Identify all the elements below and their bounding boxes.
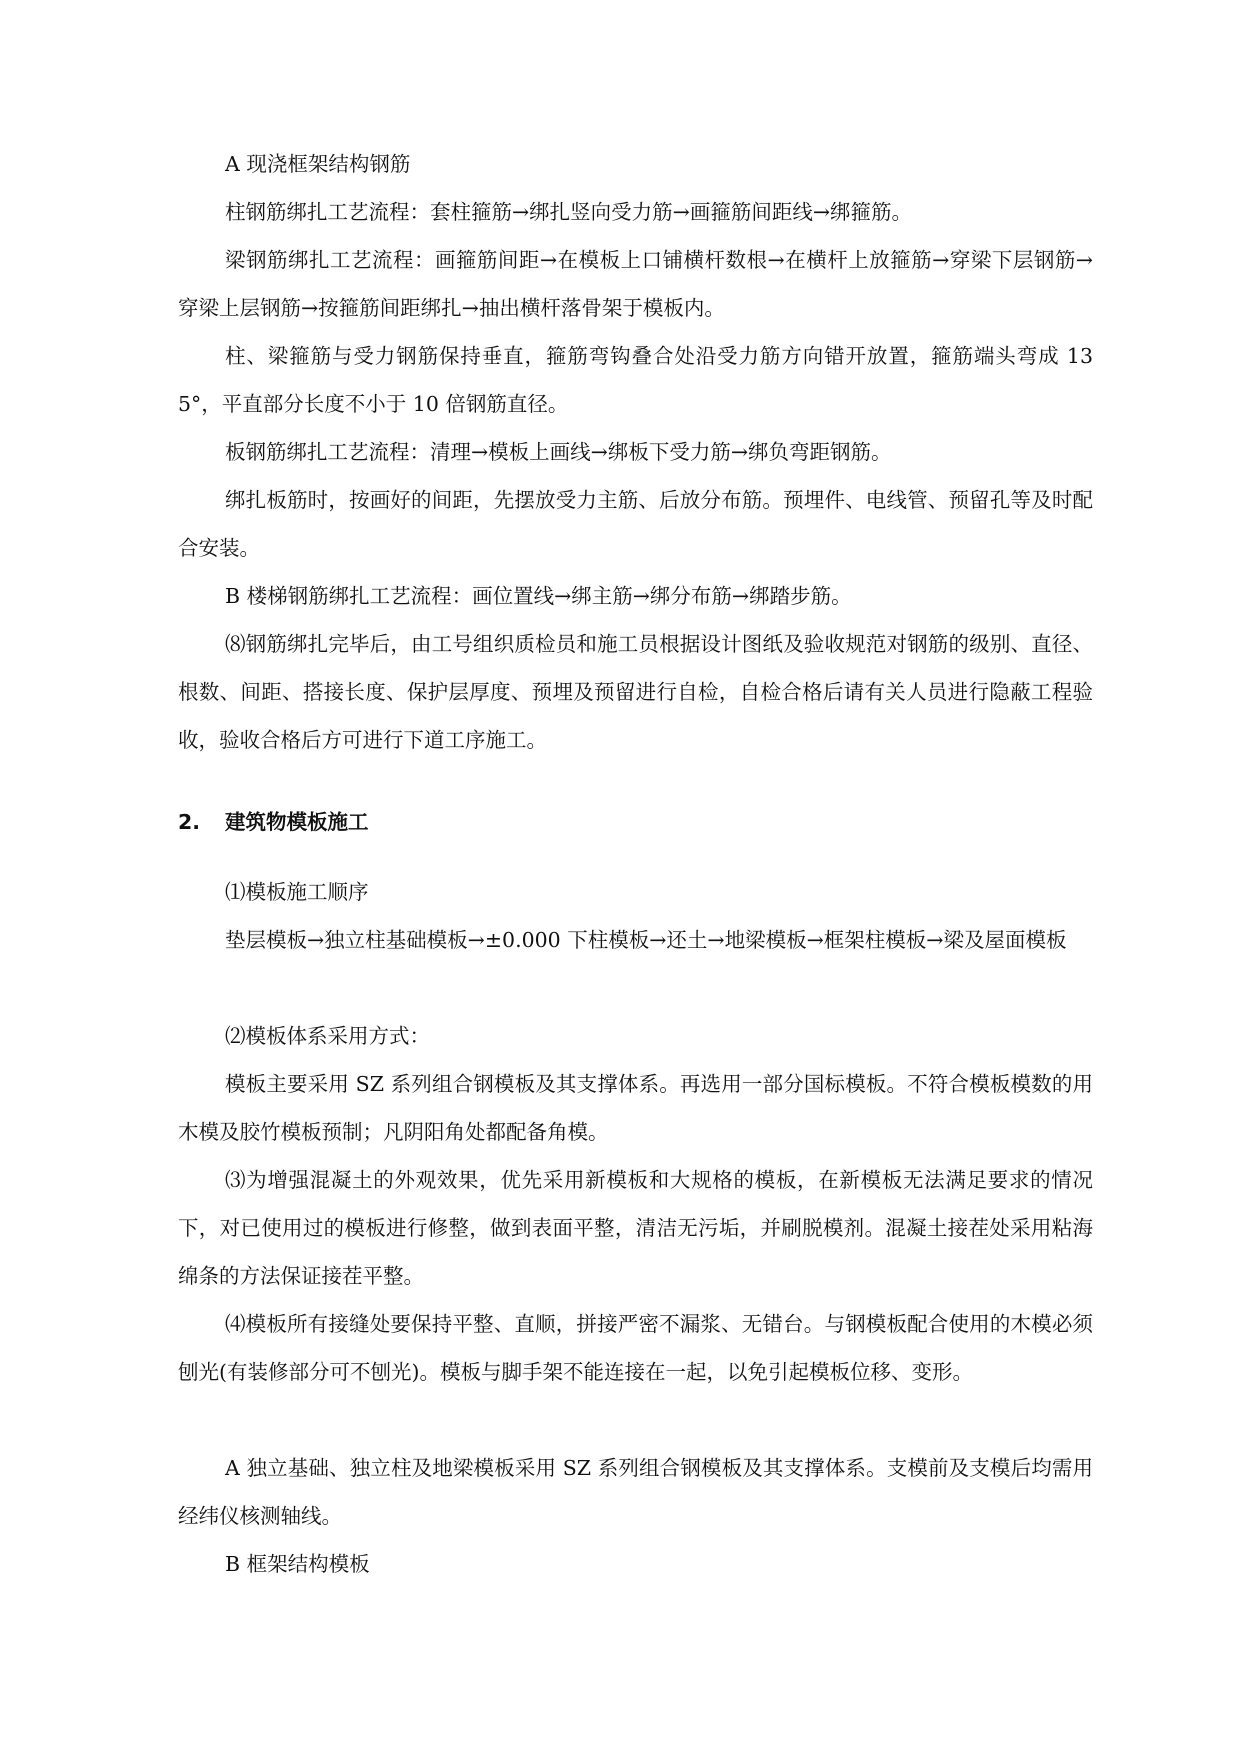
paragraph-formwork-sequence: 垫层模板→独立柱基础模板→±0.000 下柱模板→还土→地梁模板→框架柱模板→梁及屋面模板	[225, 928, 1067, 952]
paragraph-formwork-system: 模板主要采用 SZ 系列组合钢模板及其支撑体系。再选用一部分国标模板。不符合模板模数的用木模及胶竹模板预制；凡阴阳角处都配备角模。	[178, 1072, 1093, 1144]
section-heading	[178, 798, 1093, 846]
paragraph-b-frame-formwork: B 框架结构模板	[225, 1552, 370, 1576]
paragraph-formwork-system-title: ⑵模板体系采用方式：	[225, 1024, 430, 1048]
paragraph-a-cast-in-place-frame-rebar: A 现浇框架结构钢筋	[225, 152, 411, 176]
paragraph-rebar-inspection: ⑻钢筋绑扎完毕后，由工号组织质检员和施工员根据设计图纸及验收规范对钢筋的级别、直径、根数、间距、搭接长度、保护层厚度、预埋及预留进行自检，自检合格后请有关人员进行隐蔽工程验收，验收合格后方可进行下道工序施工。	[178, 632, 1093, 752]
paragraph-concrete-appearance: ⑶为增强混凝土的外观效果，优先采用新模板和大规格的模板，在新模板无法满足要求的情况下，对已使用过的模板进行修整，做到表面平整，清洁无污垢，并刷脱模剂。混凝土接茬处采用粘海绵条的方法保证接茬平整。	[178, 1168, 1093, 1288]
paragraph-column-rebar-process: 柱钢筋绑扎工艺流程：套柱箍筋→绑扎竖向受力筋→画箍筋间距线→绑箍筋。	[225, 200, 913, 224]
paragraph-b-stair-rebar-process: B 楼梯钢筋绑扎工艺流程：画位置线→绑主筋→绑分布筋→绑踏步筋。	[225, 584, 852, 608]
section-number: 2.	[178, 810, 201, 834]
paragraph-formwork-sequence-title: ⑴模板施工顺序	[225, 880, 369, 904]
paragraph-stirrup-requirements: 柱、梁箍筋与受力钢筋保持垂直，箍筋弯钩叠合处沿受力筋方向错开放置，箍筋端头弯成 135°，平直部分长度不小于 10 倍钢筋直径。	[178, 344, 1093, 416]
paragraph-slab-rebar-binding: 绑扎板筋时，按画好的间距，先摆放受力主筋、后放分布筋。预埋件、电线管、预留孔等及时配合安装。	[178, 488, 1093, 560]
paragraph-a-foundation-formwork: A 独立基础、独立柱及地梁模板采用 SZ 系列组合钢模板及其支撑体系。支模前及支模后均需用经纬仪核测轴线。	[178, 1456, 1093, 1528]
paragraph-slab-rebar-process: 板钢筋绑扎工艺流程：清理→模板上画线→绑板下受力筋→绑负弯距钢筋。	[225, 440, 892, 464]
section-title: 建筑物模板施工	[225, 810, 369, 834]
paragraph-beam-rebar-process: 梁钢筋绑扎工艺流程：画箍筋间距→在模板上口铺横杆数根→在横杆上放箍筋→穿梁下层钢筋→穿梁上层钢筋→按箍筋间距绑扎→抽出横杆落骨架于模板内。	[178, 248, 1093, 320]
paragraph-formwork-joints: ⑷模板所有接缝处要保持平整、直顺，拼接严密不漏浆、无错台。与钢模板配合使用的木模必须刨光(有装修部分可不刨光)。模板与脚手架不能连接在一起，以免引起模板位移、变形。	[178, 1312, 1093, 1384]
